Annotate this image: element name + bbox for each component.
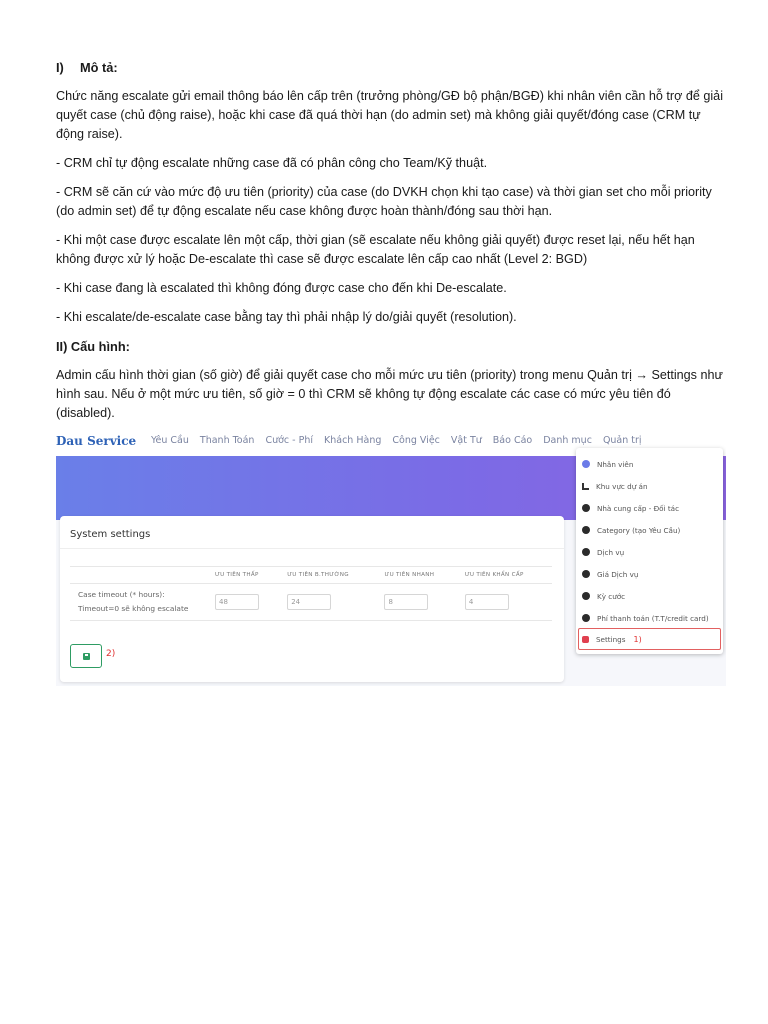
document-body <box>56 58 726 433</box>
timeout-hint: Timeout=0 sẽ không escalate <box>78 604 189 613</box>
menu-item-label: Khu vực dự án <box>596 482 648 491</box>
nav-item-khach-hang[interactable]: Khách Hàng <box>324 435 382 446</box>
menu-item-label: Nhân viên <box>597 460 634 469</box>
header-empty <box>70 567 209 584</box>
gears-icon <box>582 636 589 643</box>
timeout-table <box>70 566 552 621</box>
menu-item-label: Phí thanh toán (T.T/credit card) <box>597 614 709 623</box>
menu-item-label: Settings <box>596 635 626 644</box>
save-icon <box>83 653 90 660</box>
bullet-priority: - CRM sẽ căn cứ vào mức độ ưu tiên (priority) của case (do DVKH chọn khi tạo case) và thời gian set cho mỗi priority (do admin set) để tự động escalate nếu case không được hoàn thành/đóng sau thời hạn. <box>56 185 712 218</box>
nav-item-quan-tri[interactable]: Quản trị <box>602 435 642 446</box>
cell-urgent <box>459 584 552 621</box>
high-timeout-input[interactable] <box>384 594 428 610</box>
nav-item-thanh-toan[interactable]: Thanh Toán <box>199 435 255 446</box>
music-note-icon <box>582 483 589 490</box>
normal-timeout-input[interactable] <box>287 594 331 610</box>
menu-item-khu-vuc[interactable] <box>582 482 648 491</box>
menu-item-label: Dịch vụ <box>597 548 625 557</box>
bullet-reset-time: - Khi một case được escalate lên một cấp, thời gian (sẽ escalate nếu không giải quyết) được reset lại, nếu hết hạn không được xử lý hoặc De-escalate thì case sẽ được escalate lên cấp cao nhất (Level 2: BGD) <box>56 233 695 266</box>
brand-logo[interactable]: Dau Service <box>56 434 137 448</box>
palette-icon <box>582 614 590 622</box>
header-low: ƯU TIÊN THẤP <box>209 567 281 584</box>
description-paragraph: Chức năng escalate gửi email thông báo lên cấp trên (trưởng phòng/GĐ bộ phận/BGĐ) khi nhân viên cần hỗ trợ để giải quyết case (chủ động raise), hoặc khi case đã quá thời hạn (do admin set) mà không giải quyết/đóng case (CRM tự động raise). <box>56 89 723 141</box>
menu-item-category[interactable] <box>582 526 680 535</box>
bullet-auto-escalate: - CRM chỉ tự động escalate những case đã có phân công cho Team/Kỹ thuật. <box>56 156 488 170</box>
menu-item-label: Category (tạo Yêu Cầu) <box>597 526 681 535</box>
bullet-resolution: - Khi escalate/de-escalate case bằng tay thì phải nhập lý do/giải quyết (resolution). <box>56 310 517 324</box>
nav-item-cong-viec[interactable]: Công Việc <box>392 435 440 446</box>
config-paragraph: Admin cấu hình thời gian (số giờ) để giải quyết case cho mỗi mức ưu tiên (priority) trong menu Quản trị → Settings như hình sau. Nếu ở một mức ưu tiên, số giờ = 0 thì CRM sẽ không tự động escalate các case có mức yêu tiên đó (disabled). <box>56 368 723 420</box>
save-button[interactable] <box>70 644 102 668</box>
cell-high <box>378 584 458 621</box>
menu-item-settings[interactable] <box>582 635 642 644</box>
palette-icon <box>582 504 590 512</box>
menu-item-label: Kỳ cước <box>597 592 626 601</box>
settings-step-marker: 1) <box>633 635 642 644</box>
header-high: ƯU TIÊN NHANH <box>378 567 458 584</box>
nav-item-yeu-cau[interactable]: Yêu Cầu <box>151 435 189 446</box>
palette-icon <box>582 526 590 534</box>
section-1-number: I) <box>56 60 64 75</box>
timeout-label: Case timeout (* hours): <box>78 590 165 599</box>
menu-item-phi-thanh-toan[interactable] <box>582 614 709 623</box>
low-timeout-input[interactable] <box>215 594 259 610</box>
header-normal: ƯU TIÊN B.THƯỜNG <box>281 567 378 584</box>
palette-icon <box>582 592 590 600</box>
card-divider <box>60 548 564 549</box>
header-urgent: ƯU TIÊN KHẨN CẤP <box>459 567 552 584</box>
cell-low <box>209 584 281 621</box>
section-2-heading: II) Cấu hình: <box>56 339 130 354</box>
card-title: System settings <box>70 529 151 540</box>
cell-normal <box>281 584 378 621</box>
save-step-marker: 2) <box>106 649 116 659</box>
menu-item-dich-vu[interactable] <box>582 548 624 557</box>
menu-item-label: Nhà cung cấp - Đối tác <box>597 504 680 513</box>
menu-item-ky-cuoc[interactable] <box>582 592 625 601</box>
nav-item-cuoc-phi[interactable]: Cước - Phí <box>265 435 314 446</box>
nav-item-danh-muc[interactable]: Danh mục <box>543 435 592 446</box>
settings-screenshot <box>56 428 726 686</box>
menu-item-nhan-vien[interactable] <box>582 460 633 469</box>
palette-icon <box>582 570 590 578</box>
user-icon <box>582 460 590 468</box>
table-row <box>70 584 552 621</box>
menu-item-nha-cung-cap[interactable] <box>582 504 679 513</box>
nav-item-vat-tu[interactable]: Vật Tư <box>450 435 482 446</box>
section-1-heading <box>56 58 726 77</box>
menu-item-gia-dich-vu[interactable] <box>582 570 638 579</box>
palette-icon <box>582 548 590 556</box>
row-label <box>70 584 209 621</box>
table-header-row <box>70 567 552 584</box>
nav-item-bao-cao[interactable]: Báo Cáo <box>492 435 533 446</box>
section-1-title: Mô tả: <box>80 60 118 75</box>
system-settings-card <box>60 516 564 682</box>
nav-menu <box>151 435 653 446</box>
bullet-cannot-close: - Khi case đang là escalated thì không đóng được case cho đến khi De-escalate. <box>56 281 507 295</box>
admin-dropdown-menu <box>576 448 723 654</box>
urgent-timeout-input[interactable] <box>465 594 509 610</box>
menu-item-label: Giá Dịch vụ <box>597 570 639 579</box>
